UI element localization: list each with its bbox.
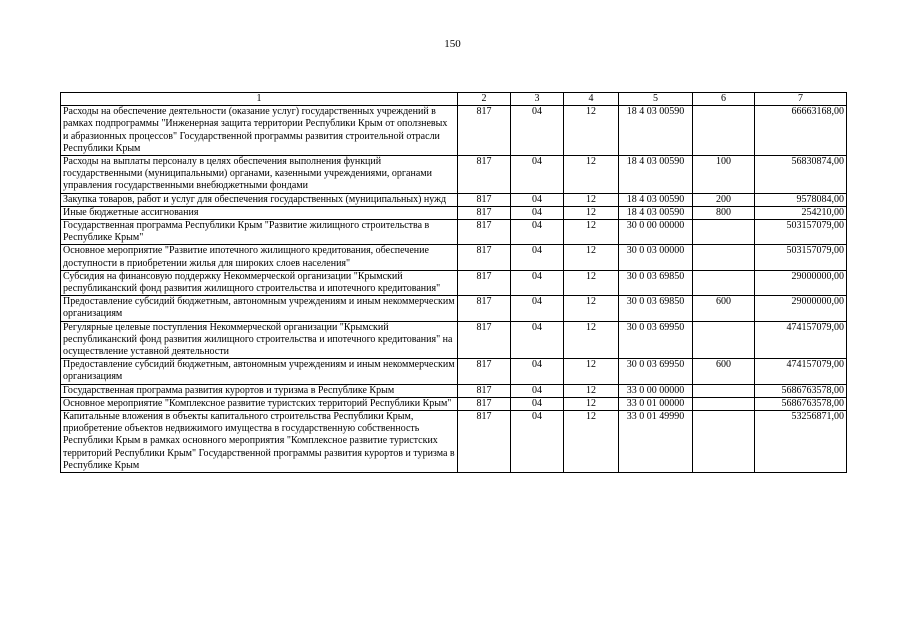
target-article-cell: 18 4 03 00590 [619, 106, 693, 156]
table-row [61, 397, 847, 410]
column-header: 2 [458, 93, 511, 106]
grbs-code-cell: 817 [458, 384, 511, 397]
amount-cell: 29000000,00 [755, 296, 847, 321]
section-code-cell: 04 [511, 411, 564, 473]
section-code-cell: 04 [511, 384, 564, 397]
grbs-code-cell: 817 [458, 156, 511, 194]
subsection-code-cell: 12 [564, 156, 619, 194]
amount-cell: 53256871,00 [755, 411, 847, 473]
subsection-code-cell: 12 [564, 206, 619, 219]
grbs-code-cell: 817 [458, 206, 511, 219]
section-code-cell: 04 [511, 220, 564, 245]
grbs-code-cell: 817 [458, 411, 511, 473]
item-name-cell: Предоставление субсидий бюджетным, автономным учреждениям и иным некоммерческим организациям [61, 296, 458, 321]
expense-type-cell: 600 [693, 296, 755, 321]
target-article-cell: 33 0 01 00000 [619, 397, 693, 410]
table-row [61, 193, 847, 206]
amount-cell: 56830874,00 [755, 156, 847, 194]
subsection-code-cell: 12 [564, 384, 619, 397]
target-article-cell: 30 0 03 00000 [619, 245, 693, 270]
table-row [61, 359, 847, 384]
target-article-cell: 18 4 03 00590 [619, 193, 693, 206]
item-name-cell: Регулярные целевые поступления Некоммерческой организации "Крымский республиканский фонд развития жилищного строительства и ипотечного кредитования" на осуществление уставной деятельности [61, 321, 458, 359]
target-article-cell: 33 0 00 00000 [619, 384, 693, 397]
grbs-code-cell: 817 [458, 397, 511, 410]
expense-type-cell: 600 [693, 359, 755, 384]
item-name-cell: Расходы на выплаты персоналу в целях обеспечения выполнения функций государственными (муниципальными) органами, казенными учреждениями, органами управления государственными внебюджетными фондами [61, 156, 458, 194]
table-row [61, 384, 847, 397]
table-row [61, 206, 847, 219]
column-header: 1 [61, 93, 458, 106]
table-row [61, 106, 847, 156]
section-code-cell: 04 [511, 321, 564, 359]
target-article-cell: 30 0 03 69950 [619, 321, 693, 359]
column-header: 4 [564, 93, 619, 106]
subsection-code-cell: 12 [564, 296, 619, 321]
grbs-code-cell: 817 [458, 270, 511, 295]
amount-cell: 503157079,00 [755, 220, 847, 245]
table-row [61, 270, 847, 295]
table-row [61, 245, 847, 270]
grbs-code-cell: 817 [458, 106, 511, 156]
header-row [61, 93, 847, 106]
column-header: 7 [755, 93, 847, 106]
section-code-cell: 04 [511, 296, 564, 321]
expense-type-cell [693, 106, 755, 156]
amount-cell: 474157079,00 [755, 321, 847, 359]
expense-type-cell [693, 321, 755, 359]
subsection-code-cell: 12 [564, 411, 619, 473]
table-row [61, 411, 847, 473]
section-code-cell: 04 [511, 245, 564, 270]
item-name-cell: Предоставление субсидий бюджетным, автономным учреждениям и иным некоммерческим организациям [61, 359, 458, 384]
subsection-code-cell: 12 [564, 321, 619, 359]
subsection-code-cell: 12 [564, 106, 619, 156]
grbs-code-cell: 817 [458, 296, 511, 321]
item-name-cell: Иные бюджетные ассигнования [61, 206, 458, 219]
table-row [61, 321, 847, 359]
section-code-cell: 04 [511, 397, 564, 410]
target-article-cell: 30 0 03 69850 [619, 270, 693, 295]
amount-cell: 503157079,00 [755, 245, 847, 270]
expense-type-cell: 800 [693, 206, 755, 219]
item-name-cell: Субсидия на финансовую поддержку Некоммерческой организации "Крымский республиканский фонд развития жилищного строительства и ипотечного кредитования" [61, 270, 458, 295]
item-name-cell: Расходы на обеспечение деятельности (оказание услуг) государственных учреждений в рамках подпрограммы "Инженерная защита территории Республики Крым от оползневых и абразионных процессов" Государственной программы развития строительной отрасли Республики Крым [61, 106, 458, 156]
target-article-cell: 30 0 00 00000 [619, 220, 693, 245]
expense-type-cell [693, 245, 755, 270]
subsection-code-cell: 12 [564, 270, 619, 295]
target-article-cell: 30 0 03 69950 [619, 359, 693, 384]
column-header: 5 [619, 93, 693, 106]
expense-type-cell: 100 [693, 156, 755, 194]
subsection-code-cell: 12 [564, 397, 619, 410]
section-code-cell: 04 [511, 270, 564, 295]
column-header: 6 [693, 93, 755, 106]
target-article-cell: 30 0 03 69850 [619, 296, 693, 321]
subsection-code-cell: 12 [564, 193, 619, 206]
expense-type-cell [693, 411, 755, 473]
subsection-code-cell: 12 [564, 245, 619, 270]
item-name-cell: Закупка товаров, работ и услуг для обеспечения государственных (муниципальных) нужд [61, 193, 458, 206]
item-name-cell: Основное мероприятие "Развитие ипотечного жилищного кредитования, обеспечение доступности в приобретении жилья для широких слоев населения" [61, 245, 458, 270]
grbs-code-cell: 817 [458, 245, 511, 270]
section-code-cell: 04 [511, 193, 564, 206]
section-code-cell: 04 [511, 106, 564, 156]
section-code-cell: 04 [511, 206, 564, 219]
item-name-cell: Капитальные вложения в объекты капитального строительства Республики Крым, приобретение объектов недвижимого имущества в государственную собственность Республики Крым в рамках основного мероприятия "Комплексное развитие туристских территорий Республики Крым" Государственной программы развития курортов и туризма в Республике Крым [61, 411, 458, 473]
amount-cell: 254210,00 [755, 206, 847, 219]
table-row [61, 220, 847, 245]
item-name-cell: Государственная программа развития курортов и туризма в Республике Крым [61, 384, 458, 397]
grbs-code-cell: 817 [458, 220, 511, 245]
amount-cell: 5686763578,00 [755, 384, 847, 397]
item-name-cell: Основное мероприятие "Комплексное развитие туристских территорий Республики Крым" [61, 397, 458, 410]
amount-cell: 5686763578,00 [755, 397, 847, 410]
table-row [61, 296, 847, 321]
amount-cell: 9578084,00 [755, 193, 847, 206]
table-row [61, 156, 847, 194]
expense-type-cell [693, 384, 755, 397]
expense-type-cell [693, 270, 755, 295]
amount-cell: 29000000,00 [755, 270, 847, 295]
target-article-cell: 18 4 03 00590 [619, 206, 693, 219]
amount-cell: 474157079,00 [755, 359, 847, 384]
column-header: 3 [511, 93, 564, 106]
section-code-cell: 04 [511, 359, 564, 384]
section-code-cell: 04 [511, 156, 564, 194]
target-article-cell: 33 0 01 49990 [619, 411, 693, 473]
subsection-code-cell: 12 [564, 359, 619, 384]
budget-table [60, 92, 847, 473]
grbs-code-cell: 817 [458, 321, 511, 359]
expense-type-cell: 200 [693, 193, 755, 206]
amount-cell: 66663168,00 [755, 106, 847, 156]
expense-type-cell [693, 220, 755, 245]
item-name-cell: Государственная программа Республики Крым "Развитие жилищного строительства в Республике Крым" [61, 220, 458, 245]
expense-type-cell [693, 397, 755, 410]
subsection-code-cell: 12 [564, 220, 619, 245]
target-article-cell: 18 4 03 00590 [619, 156, 693, 194]
grbs-code-cell: 817 [458, 193, 511, 206]
grbs-code-cell: 817 [458, 359, 511, 384]
page-number: 150 [444, 38, 461, 50]
